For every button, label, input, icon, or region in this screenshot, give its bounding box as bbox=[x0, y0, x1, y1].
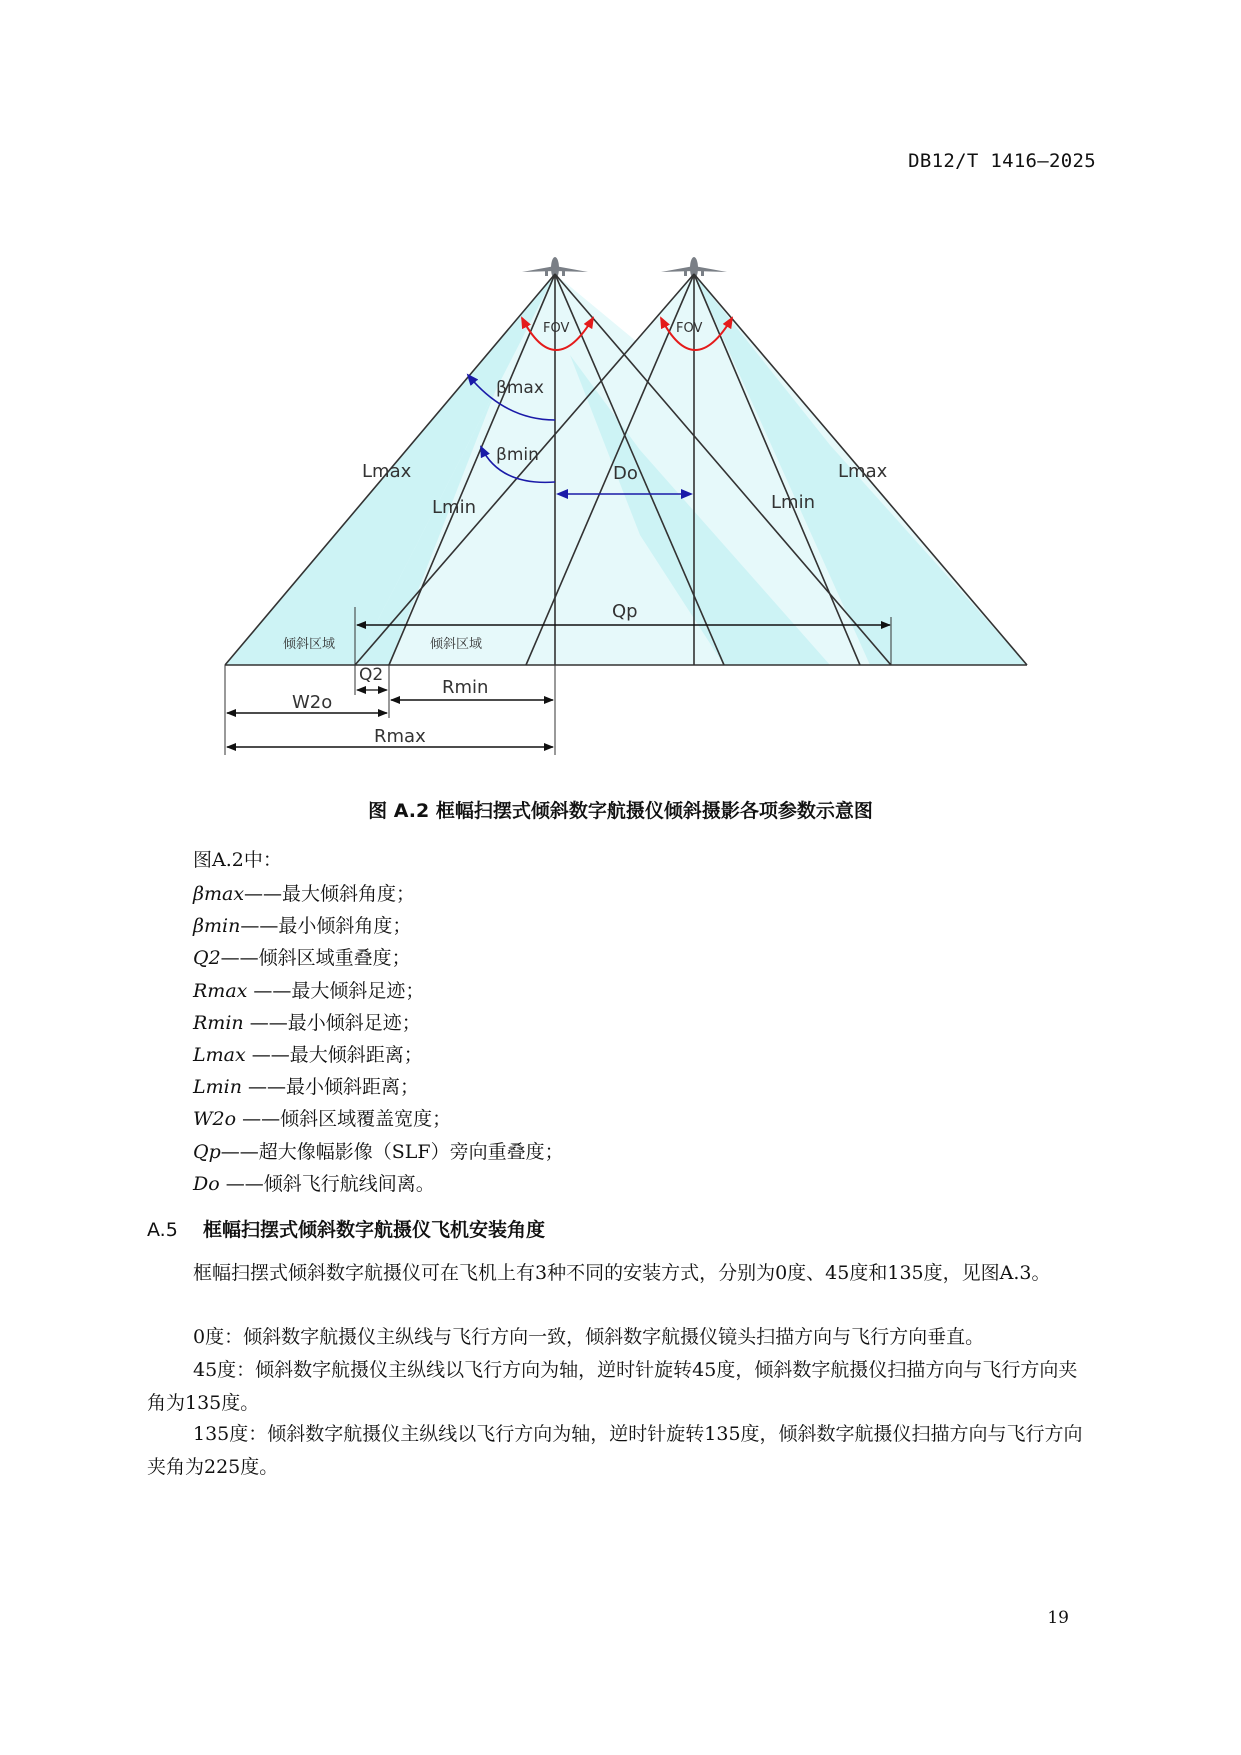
figure-caption: 图 A.2 框幅扫摆式倾斜数字航摄仪倾斜摄影各项参数示意图 bbox=[368, 800, 873, 822]
legend-item bbox=[193, 910, 564, 942]
legend-desc: ——最大倾斜足迹； bbox=[253, 979, 425, 1002]
legend-item bbox=[193, 1168, 564, 1200]
legend-item bbox=[193, 1039, 564, 1071]
rmax-label: Rmax bbox=[374, 726, 426, 747]
legend-symbol: βmax bbox=[193, 883, 245, 905]
legend-desc: ——倾斜区域覆盖宽度； bbox=[242, 1108, 452, 1131]
page-number: 19 bbox=[1047, 1608, 1069, 1628]
paragraph: 45度：倾斜数字航摄仪主纵线以飞行方向为轴，逆时针旋转45度，倾斜数字航摄仪扫描方向与飞行方向夹角为135度。 bbox=[147, 1359, 1078, 1414]
oblique-area-label-2: 倾斜区域 bbox=[430, 637, 483, 652]
legend-desc: ——最大倾斜角度； bbox=[244, 883, 416, 905]
qp-label: Qp bbox=[612, 601, 638, 622]
lmin-label-left: Lmin bbox=[432, 497, 476, 518]
beta-max-label: βmax bbox=[496, 378, 544, 398]
legend-item bbox=[193, 878, 564, 910]
legend-desc: ——最小倾斜距离； bbox=[248, 1076, 420, 1099]
legend-symbol: Do bbox=[193, 1172, 226, 1195]
section-title: 框幅扫摆式倾斜数字航摄仪飞机安装角度 bbox=[203, 1219, 546, 1241]
legend-symbol: Qp bbox=[193, 1140, 221, 1163]
oblique-area-label-1: 倾斜区域 bbox=[283, 637, 336, 652]
lmin-label-right: Lmin bbox=[771, 492, 815, 513]
legend-item bbox=[193, 1007, 564, 1039]
paragraph: 框幅扫摆式倾斜数字航摄仪可在飞机上有3种不同的安装方式，分别为0度、45度和135度，见图A.3。 bbox=[193, 1262, 1051, 1284]
w2o-label: W2o bbox=[292, 692, 333, 713]
lmax-label-right: Lmax bbox=[838, 461, 888, 482]
fov-label-left: FOV bbox=[543, 321, 570, 336]
legend-symbol: Lmin bbox=[193, 1076, 248, 1099]
legend-symbol: βmin bbox=[193, 915, 241, 938]
paragraph: 0度：倾斜数字航摄仪主纵线与飞行方向一致，倾斜数字航摄仪镜头扫描方向与飞行方向垂直。 bbox=[193, 1326, 985, 1348]
legend-desc: ——最大倾斜距离； bbox=[251, 1043, 423, 1066]
legend-item bbox=[193, 1071, 564, 1103]
legend-list bbox=[193, 878, 564, 1200]
beta-min-label: βmin bbox=[496, 445, 539, 465]
legend-symbol: W2o bbox=[193, 1108, 243, 1131]
q2-label: Q2 bbox=[359, 665, 384, 685]
oblique-photography-diagram bbox=[0, 0, 1241, 780]
legend-title: 图A.2中： bbox=[193, 849, 282, 871]
do-label: Do bbox=[613, 463, 638, 484]
legend-symbol: Rmin bbox=[193, 1011, 250, 1034]
legend-item bbox=[193, 1136, 564, 1168]
legend-symbol: Rmax bbox=[193, 979, 254, 1002]
legend-desc: ——最小倾斜角度； bbox=[240, 915, 412, 938]
section-heading bbox=[147, 1215, 545, 1242]
legend-item bbox=[193, 942, 564, 974]
legend-item bbox=[193, 1103, 564, 1135]
legend-desc: ——最小倾斜足迹； bbox=[249, 1011, 421, 1034]
section-number: A.5 bbox=[147, 1219, 178, 1241]
fov-label-right: FOV bbox=[676, 321, 703, 336]
legend-desc: ——倾斜飞行航线间离。 bbox=[225, 1172, 435, 1195]
rmin-label: Rmin bbox=[442, 677, 489, 698]
legend-item bbox=[193, 975, 564, 1007]
legend-desc: ——倾斜区域重叠度； bbox=[220, 947, 411, 970]
lmax-label-left: Lmax bbox=[362, 461, 412, 482]
document-id: DB12/T 1416—2025 bbox=[908, 150, 1096, 172]
legend-symbol: Q2 bbox=[193, 947, 221, 970]
legend-symbol: Lmax bbox=[193, 1043, 252, 1066]
legend-desc: ——超大像幅影像（SLF）旁向重叠度； bbox=[220, 1140, 564, 1163]
paragraph: 135度：倾斜数字航摄仪主纵线以飞行方向为轴，逆时针旋转135度，倾斜数字航摄仪扫描方向与飞行方向夹角为225度。 bbox=[147, 1423, 1083, 1478]
